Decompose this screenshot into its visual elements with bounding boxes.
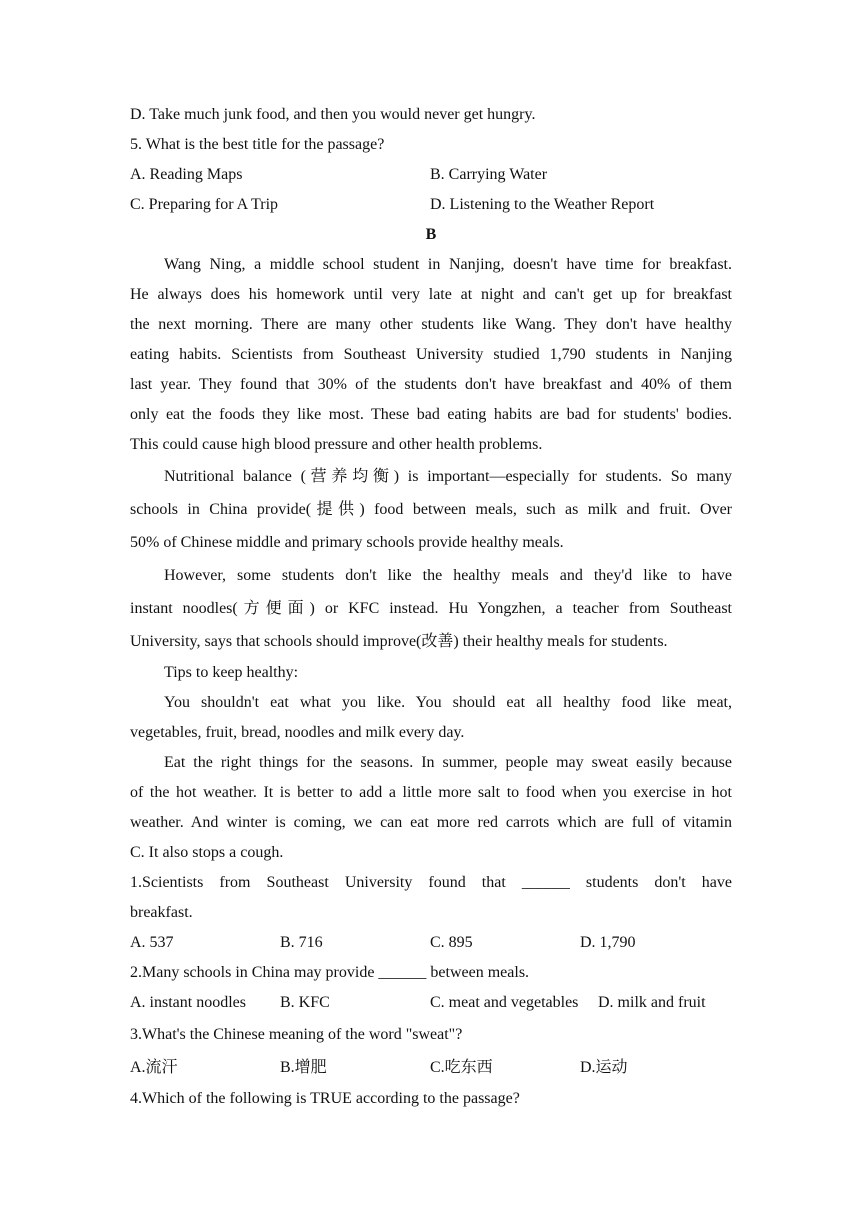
- paragraph-line: weather. And winter is coming, we can eat more red carrots which are full of vitamin: [130, 814, 732, 831]
- paragraph-line: This could cause high blood pressure and other health problems.: [130, 436, 543, 453]
- paragraph-4: [130, 688, 732, 748]
- q2-question: 2.Many schools in China may provide ______ between meals.: [130, 964, 530, 981]
- q2-option-d: D. milk and fruit: [598, 994, 706, 1011]
- q1-option-b: B. 716: [280, 934, 323, 951]
- q3-options: [130, 1051, 732, 1084]
- paragraph-line: eating habits. Scientists from Southeast University studied 1,790 students in Nanjing: [130, 346, 732, 363]
- paragraph-line: C. It also stops a cough.: [130, 844, 284, 861]
- q1-option-d: D. 1,790: [580, 934, 636, 951]
- q2-option-b: B. KFC: [280, 994, 330, 1011]
- q3-option-c: C.吃东西: [430, 1059, 493, 1076]
- q3-option-d: D.运动: [580, 1059, 628, 1076]
- paragraph-line: 50% of Chinese middle and primary schools provide healthy meals.: [130, 534, 564, 551]
- q1-option-a: A. 537: [130, 934, 174, 951]
- q3-option-a: A.流汗: [130, 1059, 178, 1076]
- paragraph-5: [130, 748, 732, 868]
- paragraph-line: schools in China provide(提供) food between meals, such as milk and fruit. Over: [130, 501, 732, 518]
- q1-question-line: 1.Scientists from Southeast University found that ______ students don't have: [130, 874, 732, 891]
- q5-option-d: D. Listening to the Weather Report: [430, 196, 655, 213]
- q1-options: [130, 928, 732, 958]
- q5-option-a: A. Reading Maps: [130, 166, 243, 183]
- paragraph-line: of the hot weather. It is better to add a little more salt to food when you exercise in hot: [130, 784, 732, 801]
- q1-question-line: breakfast.: [130, 904, 193, 921]
- paragraph-line: He always does his homework until very late at night and can't get up for breakfast: [130, 286, 732, 303]
- paragraph-line: University, says that schools should improve(改善) their healthy meals for students.: [130, 633, 668, 650]
- paragraph-line: Nutritional balance (营养均衡) is important—especially for students. So many: [164, 468, 732, 485]
- paragraph-2: [130, 460, 732, 559]
- q4-question: 4.Which of the following is TRUE according to the passage?: [130, 1090, 520, 1107]
- paragraph-line: instant noodles(方便面) or KFC instead. Hu Yongzhen, a teacher from Southeast: [130, 600, 732, 617]
- paragraph-1: [130, 250, 732, 460]
- paragraph-line: Wang Ning, a middle school student in Nanjing, doesn't have time for breakfast.: [164, 256, 732, 273]
- question-2: [130, 958, 732, 1018]
- paragraph-line: vegetables, fruit, bread, noodles and milk every day.: [130, 724, 465, 741]
- q2-option-a: A. instant noodles: [130, 994, 246, 1011]
- document-page: [130, 100, 732, 1114]
- paragraph-line: last year. They found that 30% of the students don't have breakfast and 40% of them: [130, 376, 732, 393]
- q5-option-c: C. Preparing for A Trip: [130, 196, 279, 213]
- q2-options: [130, 988, 732, 1018]
- paragraph-line: the next morning. There are many other students like Wang. They don't have healthy: [130, 316, 732, 333]
- q3-option-b: B.增肥: [280, 1059, 327, 1076]
- q5-option-b: B. Carrying Water: [430, 166, 548, 183]
- paragraph-line: However, some students don't like the healthy meals and they'd like to have: [164, 567, 732, 584]
- q4-option-d: D. Take much junk food, and then you would never get hungry.: [130, 106, 536, 123]
- question-1: [130, 868, 732, 958]
- paragraph-line: You shouldn't eat what you like. You should eat all healthy food like meat,: [164, 694, 732, 711]
- question-3: [130, 1018, 732, 1084]
- q3-question: 3.What's the Chinese meaning of the word "sweat"?: [130, 1026, 463, 1043]
- paragraph-3: [130, 559, 732, 658]
- tips-title: Tips to keep healthy:: [164, 664, 299, 681]
- q1-option-c: C. 895: [430, 934, 473, 951]
- section-heading-b: B: [425, 226, 437, 243]
- q5-question: 5. What is the best title for the passage?: [130, 136, 385, 153]
- q5-options-row-1: [130, 160, 732, 190]
- q2-option-c: C. meat and vegetables: [430, 994, 579, 1011]
- paragraph-line: Eat the right things for the seasons. In summer, people may sweat easily because: [164, 754, 732, 771]
- paragraph-line: only eat the foods they like most. These bad eating habits are bad for students' bodies.: [130, 406, 732, 423]
- q5-options-row-2: [130, 190, 732, 220]
